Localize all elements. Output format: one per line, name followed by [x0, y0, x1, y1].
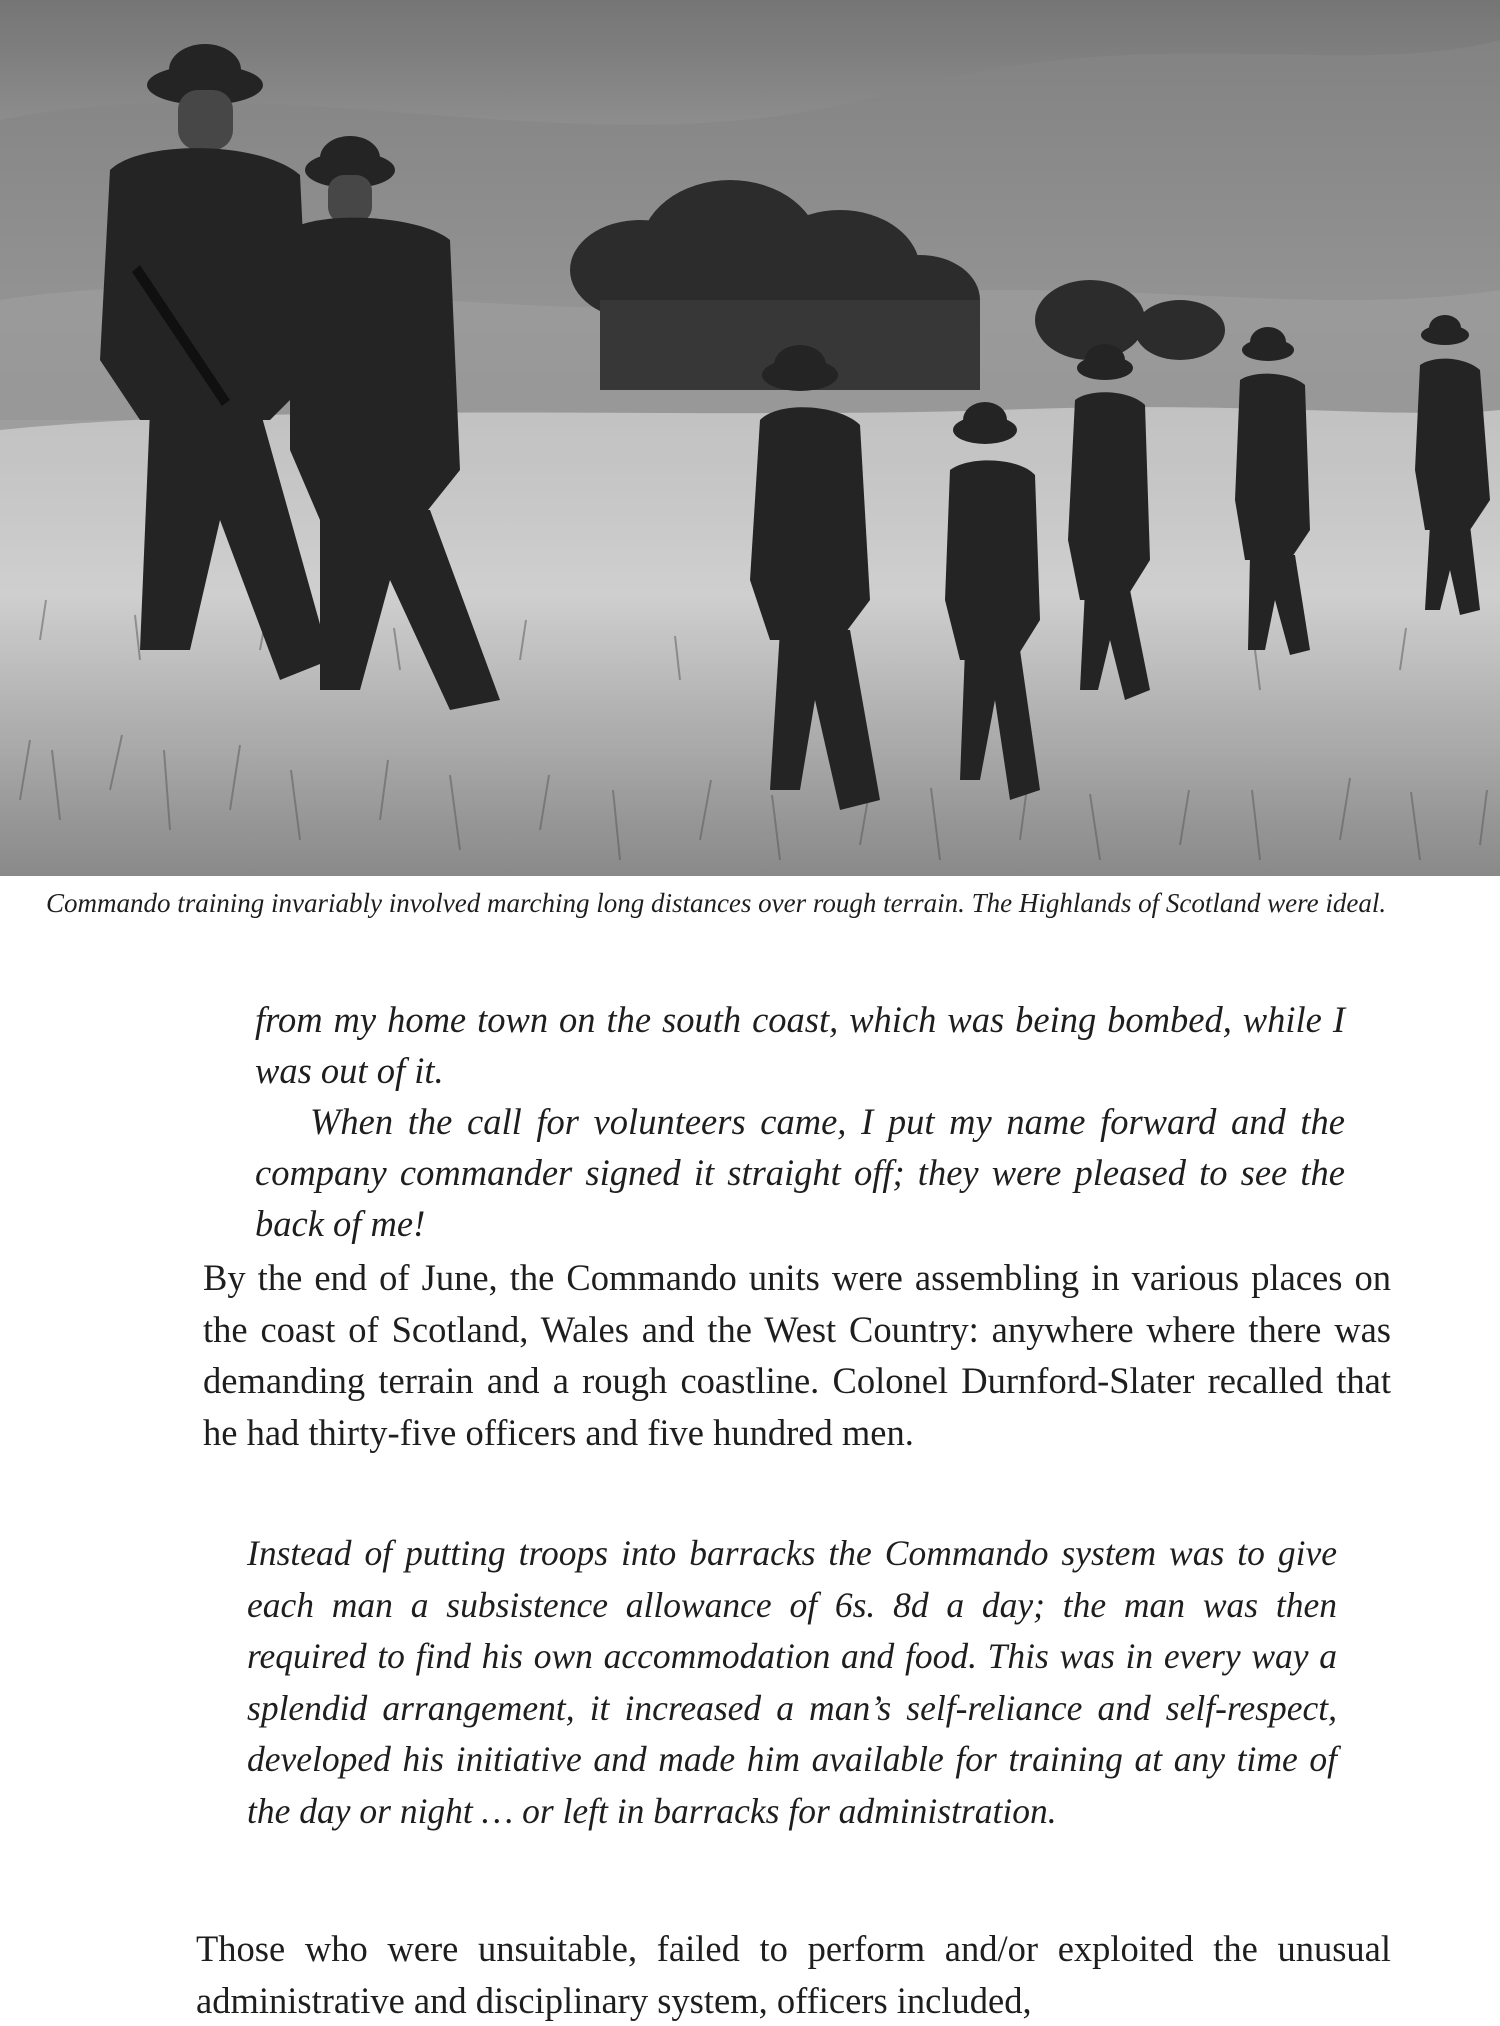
- commando-training-photo: [0, 0, 1500, 876]
- quote-paragraph: When the call for volunteers came, I put my name forward and the company commander signed it straight off; they were pleased to see the back of me!: [255, 1101, 1345, 1244]
- photo-illustration: [0, 0, 1500, 876]
- block-quote: [255, 994, 1345, 1249]
- body-paragraph: Those who were unsuitable, failed to perform and/or exploited the unusual administrative and disciplinary system, officers included,: [196, 1928, 1391, 2021]
- quote-paragraph: from my home town on the south coast, which was being bombed, while I was out of it.: [255, 999, 1345, 1091]
- quote-paragraph: Instead of putting troops into barracks the Commando system was to give each man a subsistence allowance of 6s. 8d a day; the man was then required to find his own accommodation and food. This was in every way a splendid arrangement, it increased a man’s self-reliance and self-respect, developed his initiative and made him available for training at any time of the day or night … or left in barracks for administration.: [247, 1533, 1337, 1831]
- photo-caption: Commando training invariably involved marching long distances over rough terrain. The Highlands of Scotland were ideal.: [46, 888, 1387, 918]
- block-quote: [247, 1528, 1337, 1837]
- body-paragraph: By the end of June, the Commando units were assembling in various places on the coast of Scotland, Wales and the West Country: anywhere where there was demanding terrain and a rough coastline. Colonel Durnford-Slater recalled that he had thirty-five officers and five hundred men.: [203, 1257, 1391, 1453]
